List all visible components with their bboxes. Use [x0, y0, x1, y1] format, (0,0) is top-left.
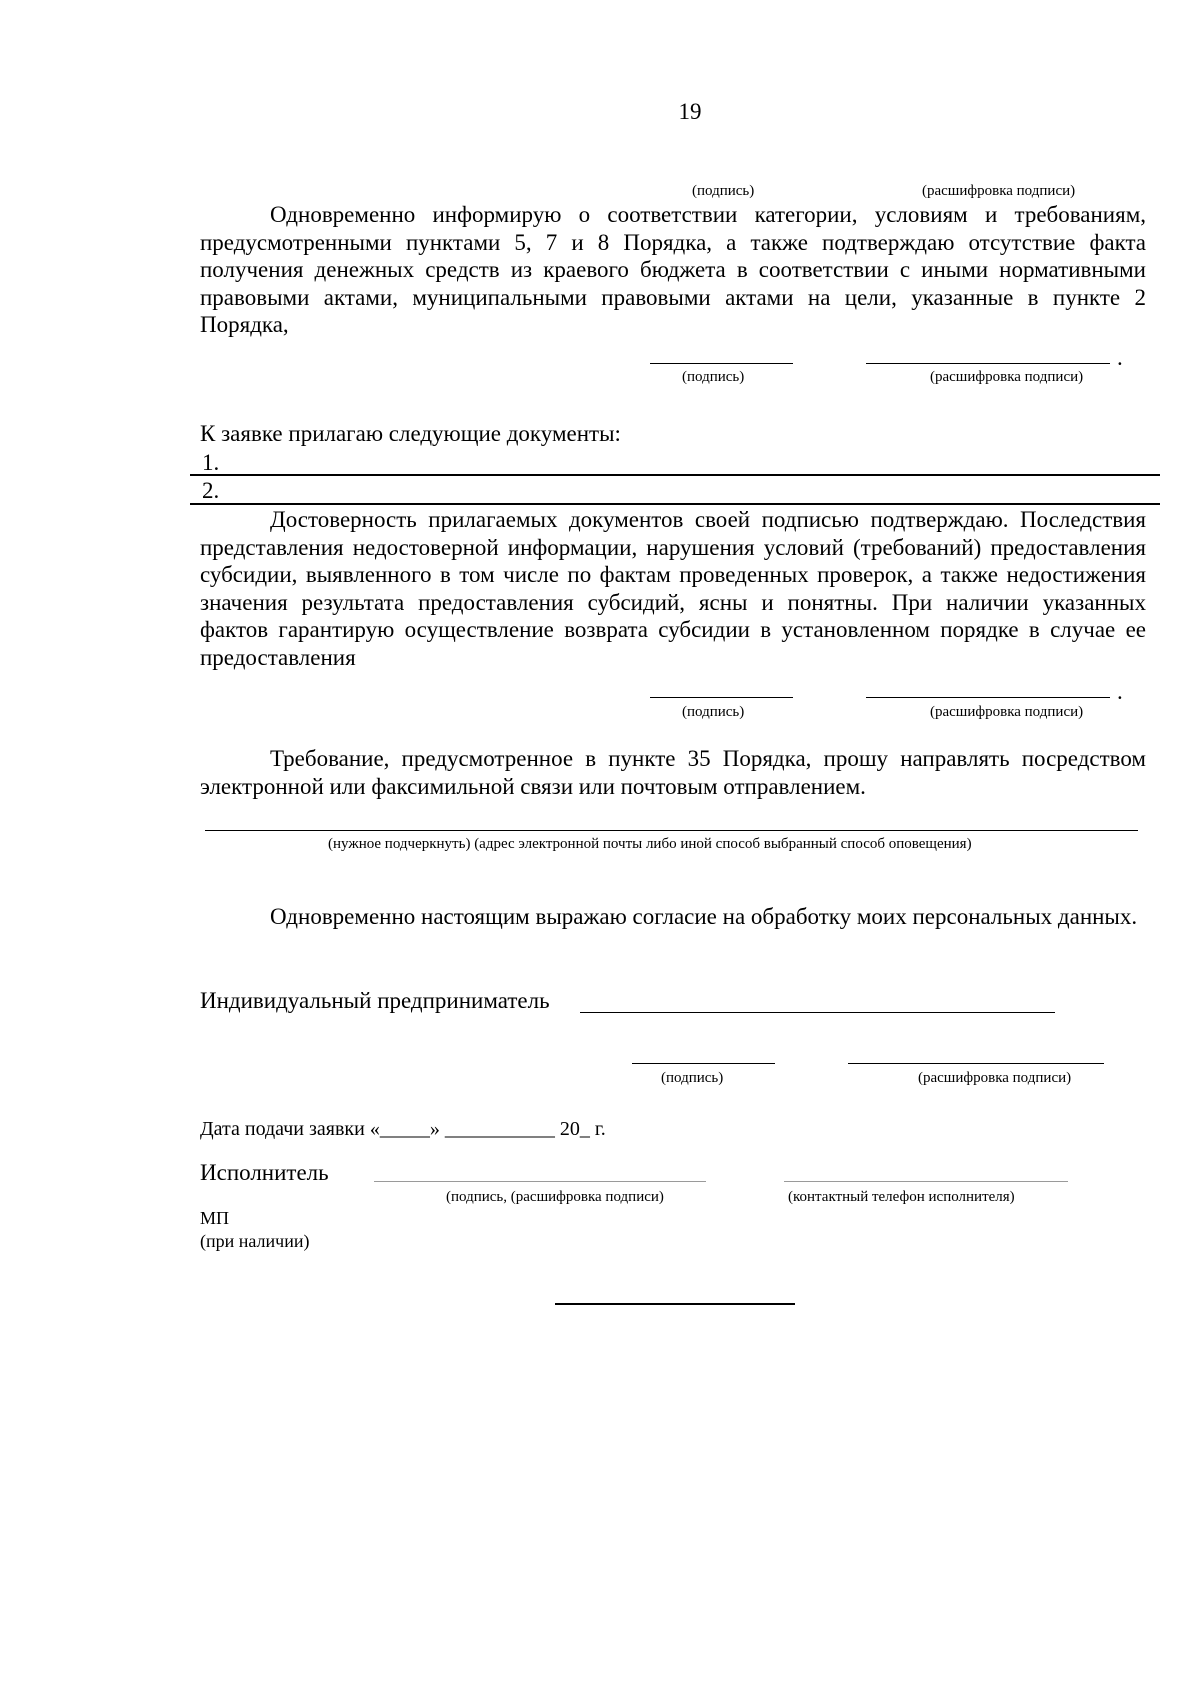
entrepreneur-name-line[interactable]	[580, 1012, 1055, 1013]
attachment-underline	[190, 474, 1160, 476]
executor-phone-caption: (контактный телефон исполнителя)	[788, 1189, 1015, 1205]
paragraph-consent: Одновременно настоящим выражаю согласие на обработку моих персональных данных.	[270, 904, 1138, 929]
executor-phone-line[interactable]	[784, 1181, 1068, 1182]
executor-label: Исполнитель	[200, 1160, 329, 1185]
signature-decoding-line	[848, 1063, 1104, 1064]
stamp-label: МП	[200, 1208, 230, 1228]
attachments-intro: К заявке прилагаю следующие документы:	[200, 421, 621, 446]
page-number: 19	[678, 99, 702, 124]
signature-line	[632, 1063, 775, 1064]
top-signature-caption: (подпись)	[692, 183, 755, 199]
paragraph-compliance: Одновременно информирую о соответствии категории, условиям и требованиям, предусмотренными пунктами 5, 7 и 8 Порядка, а также подтверждаю отсутствие факта получения денежных средств из краевого бюджета в соответствии с иными нормативными правовыми актами, муниципальными правовыми актами на цели, указанные в пункте 2 Порядка,	[200, 202, 1146, 337]
end-of-page-separator	[555, 1303, 795, 1305]
signature-decoding-caption: (расшифровка подписи)	[930, 369, 1084, 385]
signature-dot: .	[1117, 345, 1123, 370]
signature-dot: .	[1117, 679, 1123, 704]
signature-line	[650, 363, 793, 364]
notification-caption: (нужное подчеркнуть) (адрес электронной почты либо иной способ выбранный способ оповещения)	[328, 836, 972, 852]
signature-decoding-caption: (расшифровка подписи)	[918, 1070, 1072, 1086]
attachment-item[interactable]: 1.	[202, 450, 220, 475]
signature-caption: (подпись)	[682, 369, 745, 385]
signature-line	[650, 697, 793, 698]
entrepreneur-label: Индивидуальный предприниматель	[200, 988, 550, 1013]
top-signature-decoding-caption: (расшифровка подписи)	[922, 183, 1076, 199]
signature-caption: (подпись)	[682, 704, 745, 720]
signature-decoding-caption: (расшифровка подписи)	[930, 704, 1084, 720]
signature-caption: (подпись)	[661, 1070, 724, 1086]
paragraph-notification: Требование, предусмотренное в пункте 35 Порядка, прошу направлять посредством электронной или факсимильной связи или почтовым отправлением.	[200, 746, 1146, 799]
signature-decoding-line	[866, 363, 1110, 364]
executor-signature-caption: (подпись, (расшифровка подписи)	[446, 1189, 664, 1205]
executor-signature-line[interactable]	[374, 1181, 706, 1182]
paragraph-reliability: Достоверность прилагаемых документов своей подписью подтверждаю. Последствия представления недостоверной информации, нарушения условий (требований) предоставления субсидии, выявленного в том числе по фактам проведенных проверок, а также недостижения значения результата предоставления субсидий, ясны и понятны. При наличии указанных фактов гарантирую осуществление возврата субсидии в установленном порядке в случае ее предоставления	[200, 507, 1146, 670]
stamp-note: (при наличии)	[200, 1231, 310, 1251]
signature-decoding-line	[866, 697, 1110, 698]
attachment-item[interactable]: 2.	[202, 478, 220, 503]
notification-line	[205, 830, 1138, 831]
attachment-underline	[190, 503, 1160, 505]
application-date-line[interactable]: Дата подачи заявки «_____» ___________ 20_ г.	[200, 1118, 606, 1140]
